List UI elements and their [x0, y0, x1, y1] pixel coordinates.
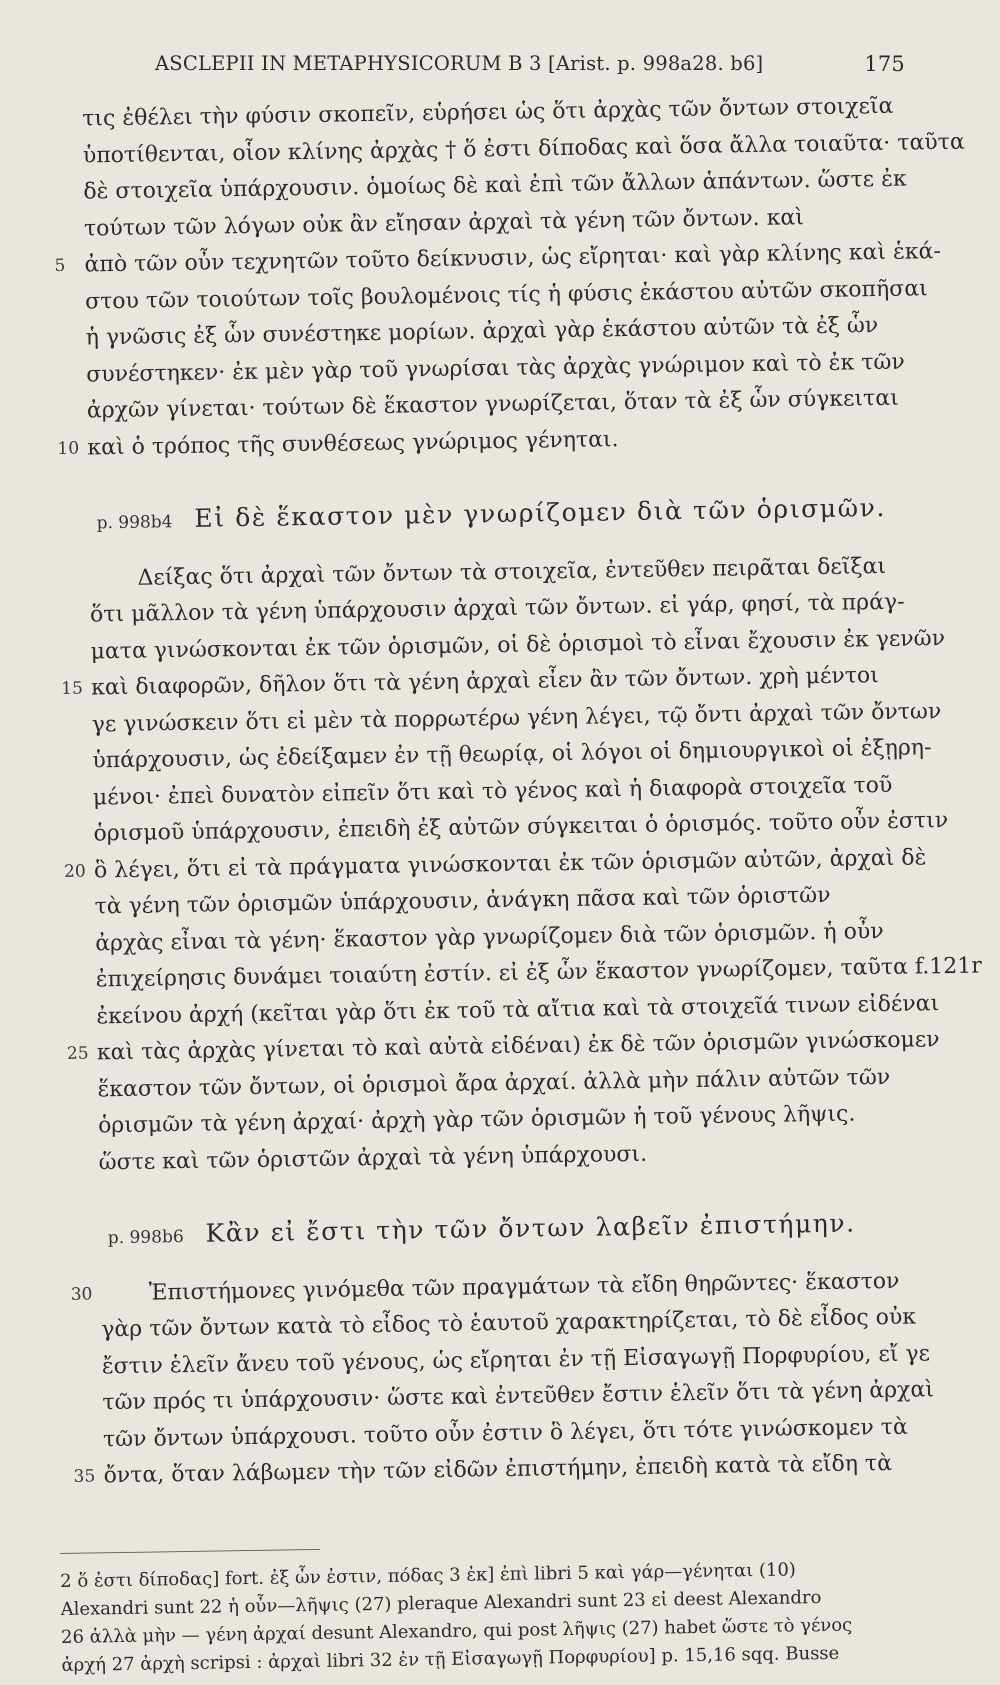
- line-text: ὁρισμῶν τὰ γένη ἀρχαί· ἀρχὴ γὰρ τῶν ὁρισμῶν ἡ τοῦ γένους λῆψις.: [97, 1101, 856, 1139]
- line-number: 20: [63, 861, 86, 882]
- line-text: ἀπὸ τῶν οὖν τεχνητῶν τοῦτο δείκνυσιν, ὡς εἴρηται· καὶ γὰρ κλίνης καὶ ἑκά-: [84, 239, 942, 278]
- line-text: ὄντα, ὅταν λάβωμεν τὴν τῶν εἰδῶν ἐπιστήμην, ἐπειδὴ κατὰ τὰ εἴδη τὰ: [103, 1450, 893, 1489]
- line-text: συνέστηκεν· ἐκ μὲν γὰρ τοῦ γνωρίσαι τὰς ἀρχὰς γνώριμον καὶ τὸ ἐκ τῶν: [86, 349, 905, 387]
- line-text: γε γινώσκειν ὅτι εἰ μὲν τὰ πορρωτέρω γένη λέγει, τῷ ὄντι ἀρχαὶ τῶν ὄντων: [91, 698, 942, 737]
- line-text: καὶ ὁ τρόπος τῆς συνθέσεως γνώριμος γένηται.: [87, 426, 619, 460]
- lemma-reference: p. 998b6: [107, 1227, 184, 1249]
- line-text: ἀρχὰς εἶναι τὰ γένη· ἕκαστον γὰρ γνωρίζομεν διὰ τῶν ὁρισμῶν. ἡ οὖν: [95, 918, 884, 956]
- line-text: ὃ λέγει, ὅτι εἰ τὰ πράγματα γινώσκονται ἐκ τῶν ὁρισμῶν αὐτῶν, ἀρχαὶ δὲ: [93, 844, 927, 883]
- main-text: [52, 88, 982, 1495]
- line-text: ἀρχῶν γίνεται· τούτων δὲ ἕκαστον γνωρίζεται, ὅταν τὰ ἐξ ὧν σύγκειται: [86, 385, 899, 424]
- running-title: ASCLEPII IN METAPHYSICORUM B 3 [Arist. p. 998a28. b6]: [155, 52, 764, 75]
- footnote-line: ἀρχή 27 ἀρχὴ scripsi : ἀρχαὶ libri 32 ἐν τῇ Εἰσαγωγῇ Πορφυρίου] p. 15,16 sqq. Busse: [61, 1642, 840, 1676]
- line-text: ὅτι μᾶλλον τὰ γένη ὑπάρχουσιν ἀρχαὶ τῶν ὄντων. εἰ γάρ, φησί, τὰ πράγ-: [89, 589, 905, 628]
- line-text: τις ἐθέλει τὴν φύσιν σκοπεῖν, εὑρήσει ὡς ὅτι ἀρχὰς τῶν ὄντων στοιχεῖα: [82, 93, 894, 132]
- line-text: τὰ γένη τῶν ὁρισμῶν ὑπάρχουσιν, ἀνάγκη πᾶσα καὶ τῶν ὁριστῶν: [94, 882, 831, 920]
- footnote-line: Alexandri sunt 22 ἡ οὖν—λῆψις (27) pleraque Alexandri sunt 23 εἰ deest Alexandro: [60, 1587, 822, 1620]
- line-text: καὶ διαφορῶν, δῆλον ὅτι τὰ γένη ἀρχαὶ εἶεν ἂν τῶν ὄντων. χρὴ μέντοι: [91, 663, 880, 701]
- line-text: ἔστιν ἑλεῖν ἄνευ τοῦ γένους, ὡς εἴρηται ἐν τῇ Εἰσαγωγῇ Πορφυρίου, εἴ γε: [101, 1340, 931, 1379]
- line-number: 5: [54, 255, 66, 276]
- line-text: μένοι· ἐπεὶ δυνατὸν εἰπεῖν ὅτι καὶ τὸ γένος καὶ ἡ διαφορὰ στοιχεῖα τοῦ: [92, 772, 893, 810]
- line-text: τούτων τῶν λόγων οὐκ ἂν εἴησαν ἀρχαὶ τὰ γένη τῶν ὄντων. καὶ: [83, 204, 805, 242]
- line-text: γὰρ τῶν ὄντων κατὰ τὸ εἶδος τὸ ἑαυτοῦ χαρακτηρίζεται, τὸ δὲ εἶδος οὐκ: [101, 1304, 917, 1343]
- line-number: 15: [61, 678, 84, 699]
- line-text: ὁρισμοῦ ὑπάρχουσιν, ἐπειδὴ ἐξ αὐτῶν σύγκειται ὁ ὁρισμός. τοῦτο οὖν ἐστιν: [93, 808, 949, 847]
- line-text: Ἐπιστήμονες γινόμεθα τῶν πραγμάτων τὰ εἴδη θηρῶντες· ἕκαστον: [148, 1268, 900, 1306]
- line-number: 35: [73, 1466, 96, 1487]
- line-number: 25: [66, 1043, 89, 1064]
- line-text: ματα γινώσκονται ἐκ τῶν ὁρισμῶν, οἱ δὲ ὁρισμοὶ τὸ εἶναι ἔχουσιν ἐκ γενῶν: [90, 625, 946, 664]
- lemma-text: Εἰ δὲ ἕκαστον μὲν γνωρίζομεν διὰ τῶν ὁρισμῶν.: [194, 492, 887, 533]
- line-number: 30: [70, 1284, 93, 1305]
- line-text: ὑποτίθενται, οἷον κλίνης ἀρχὰς † ὅ ἐστι δίποδας καὶ ὅσα ἄλλα τοιαῦτα· ταῦτα: [82, 129, 965, 169]
- lemma-text: Κἂν εἰ ἔστι τὴν τῶν ὄντων λαβεῖν ἐπιστήμην.: [205, 1208, 856, 1248]
- line-text: ἕκαστον τῶν ὄντων, οἱ ὁρισμοὶ ἄρα ἀρχαί. ἀλλὰ μὴν πάλιν αὐτῶν τῶν: [97, 1064, 891, 1102]
- line-text: τῶν ὄντων ὑπάρχουσι. τοῦτο οὖν ἐστιν ὃ λέγει, ὅτι τότε γινώσκομεν τὰ: [102, 1414, 909, 1452]
- line-text: ἡ γνῶσις ἐξ ὧν συνέστηκε μορίων. ἀρχαὶ γὰρ ἑκάστου αὐτῶν τὰ ἐξ ὧν: [85, 313, 879, 351]
- page-number: 175: [864, 52, 905, 76]
- line-text: ἐκείνου ἀρχή (κεῖται γὰρ ὅτι ἐκ τοῦ τὰ αἴτια καὶ τὰ στοιχεῖά τινων εἰδέναι: [96, 990, 940, 1029]
- critical-apparatus: [60, 1554, 932, 1680]
- footnote-line: 26 ἀλλὰ μὴν — γένη ἀρχαί desunt Alexandro, qui post λῆψις (27) habet ὥστε τὸ γένος: [60, 1614, 853, 1648]
- line-text: ὑπάρχουσιν, ὡς ἐδείξαμεν ἐν τῇ θεωρίᾳ, οἱ λόγοι οἱ δημιουργικοὶ οἱ ἐξῃρη-: [92, 735, 932, 774]
- line-text: δὲ στοιχεῖα ὑπάρχουσιν. ὁμοίως δὲ καὶ ἐπὶ τῶν ἄλλων ἁπάντων. ὥστε ἐκ: [83, 166, 907, 205]
- line-text: Δείξας ὅτι ἀρχαὶ τῶν ὄντων τὰ στοιχεῖα, ἐντεῦθεν πειρᾶται δεῖξαι: [137, 553, 887, 591]
- line-text: στου τῶν τοιούτων τοῖς βουλομένοις τίς ἡ φύσις ἑκάστου αὐτῶν σκοπῆσαι: [84, 275, 928, 315]
- line-text: ὥστε καὶ τῶν ὁριστῶν ἀρχαὶ τὰ γένη ὑπάρχουσι.: [98, 1141, 648, 1175]
- footnote-line: 2 ὅ ἐστι δίποδας] fort. ἐξ ὧν ἐστιν, πόδας 3 ἐκ] ἐπὶ libri 5 καὶ γάρ—γένηται (10): [60, 1559, 797, 1592]
- line-text: ἐπιχείρησις δυνάμει τοιαύτη ἐστίν. εἰ ἐξ ὧν ἕκαστον γνωρίζομεν, ταῦτα f.121r: [95, 953, 982, 993]
- line-text: καὶ τὰς ἀρχὰς γίνεται τὸ καὶ αὐτὰ εἰδέναι) ἐκ δὲ τῶν ὁρισμῶν γινώσκομεν: [96, 1027, 940, 1066]
- line-text: τῶν πρός τι ὑπάρχουσιν· ὥστε καὶ ἐντεῦθεν ἔστιν ἑλεῖν ὅτι τὰ γένη ἀρχαὶ: [102, 1377, 935, 1416]
- lemma-reference: p. 998b4: [96, 512, 173, 534]
- running-header: [155, 52, 905, 75]
- footnote-rule: [60, 1549, 320, 1554]
- line-number: 10: [57, 438, 80, 459]
